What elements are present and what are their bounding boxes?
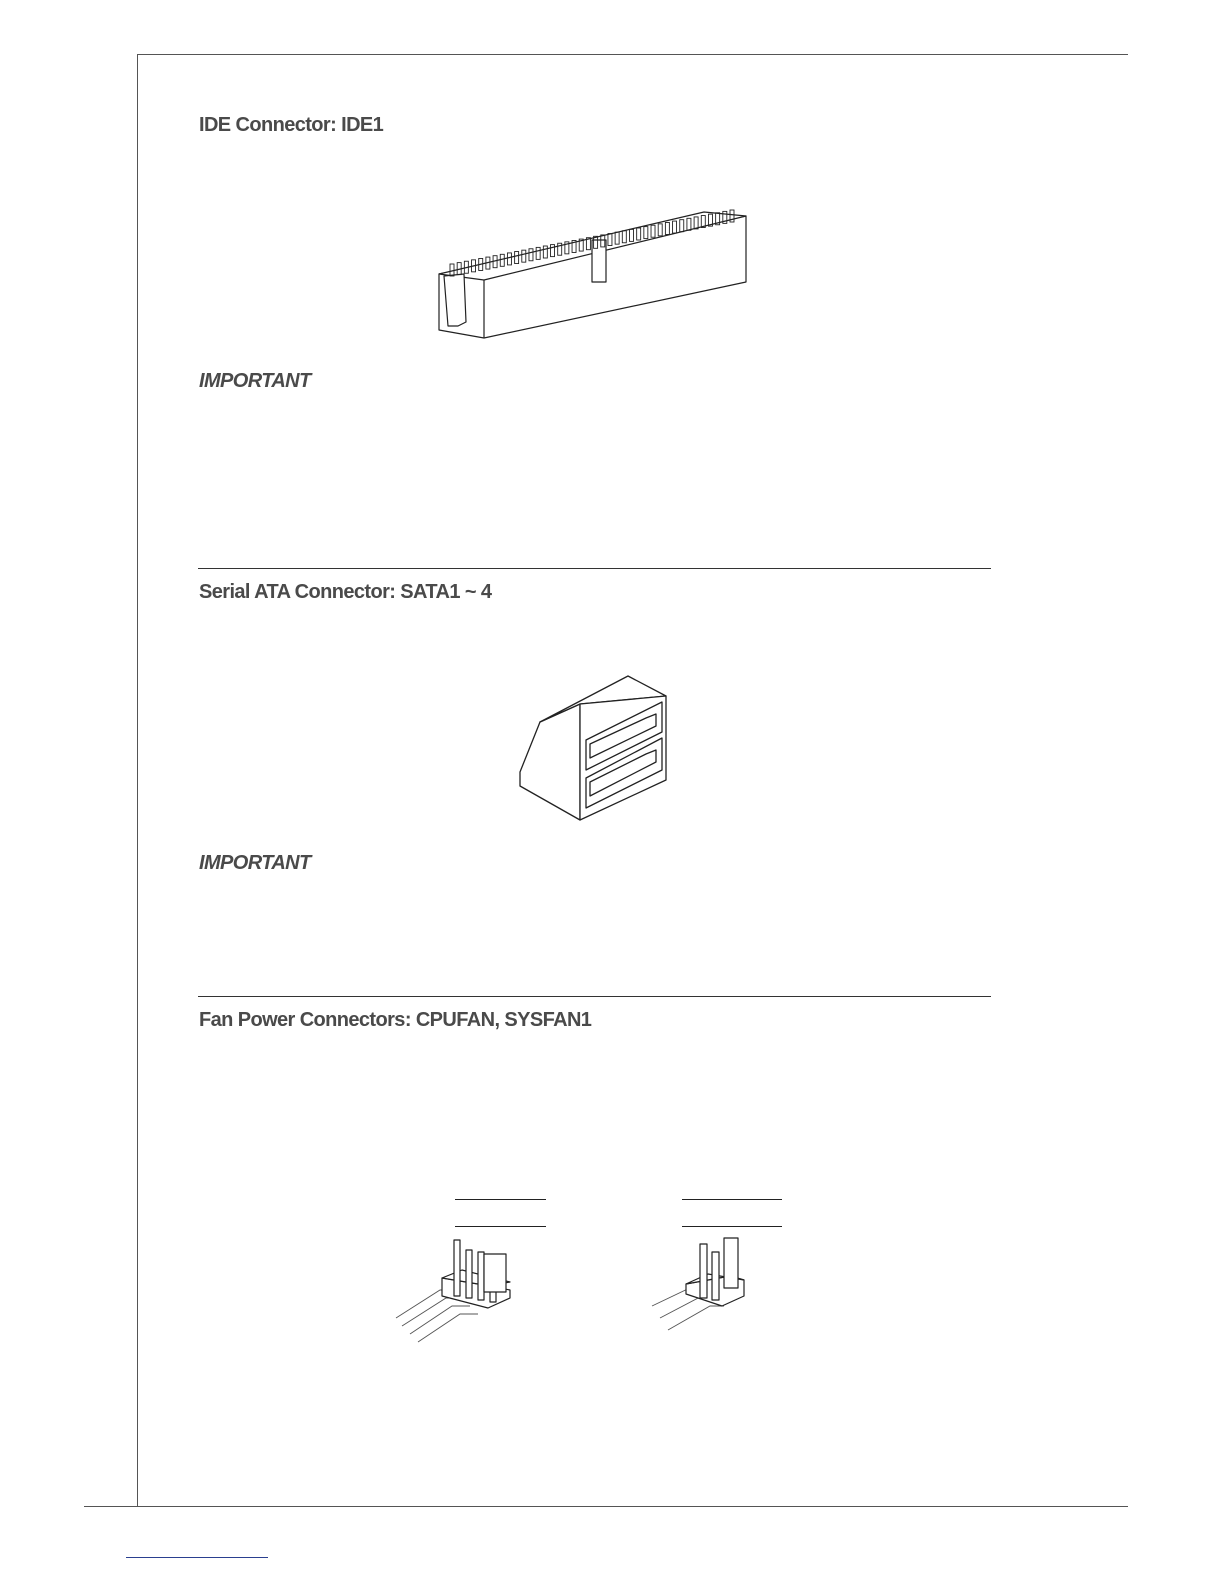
page-frame-bottom <box>84 1506 1128 1507</box>
section-divider <box>198 568 991 569</box>
page-frame-left <box>137 54 138 1506</box>
page-frame-top <box>138 54 1128 55</box>
section-divider <box>198 996 991 997</box>
sysfan-label-line <box>682 1199 782 1200</box>
three-pin-fan-header-icon <box>648 1234 752 1338</box>
ide-important-label: IMPORTANT <box>199 370 311 392</box>
sysfan-label-line <box>682 1226 782 1227</box>
ide-connector-heading: IDE Connector: IDE1 <box>199 114 384 136</box>
ide-connector-icon <box>436 204 752 344</box>
sata-connector-heading: Serial ATA Connector: SATA1 ~ 4 <box>199 581 492 603</box>
four-pin-fan-header-icon <box>392 1232 518 1350</box>
fan-connector-heading: Fan Power Connectors: CPUFAN, SYSFAN1 <box>199 1009 592 1031</box>
sata-connector-icon <box>516 674 672 824</box>
footer-link[interactable] <box>126 1557 268 1558</box>
sata-important-label: IMPORTANT <box>199 852 311 874</box>
cpufan-label-line <box>455 1199 546 1200</box>
cpufan-label-line <box>455 1226 546 1227</box>
